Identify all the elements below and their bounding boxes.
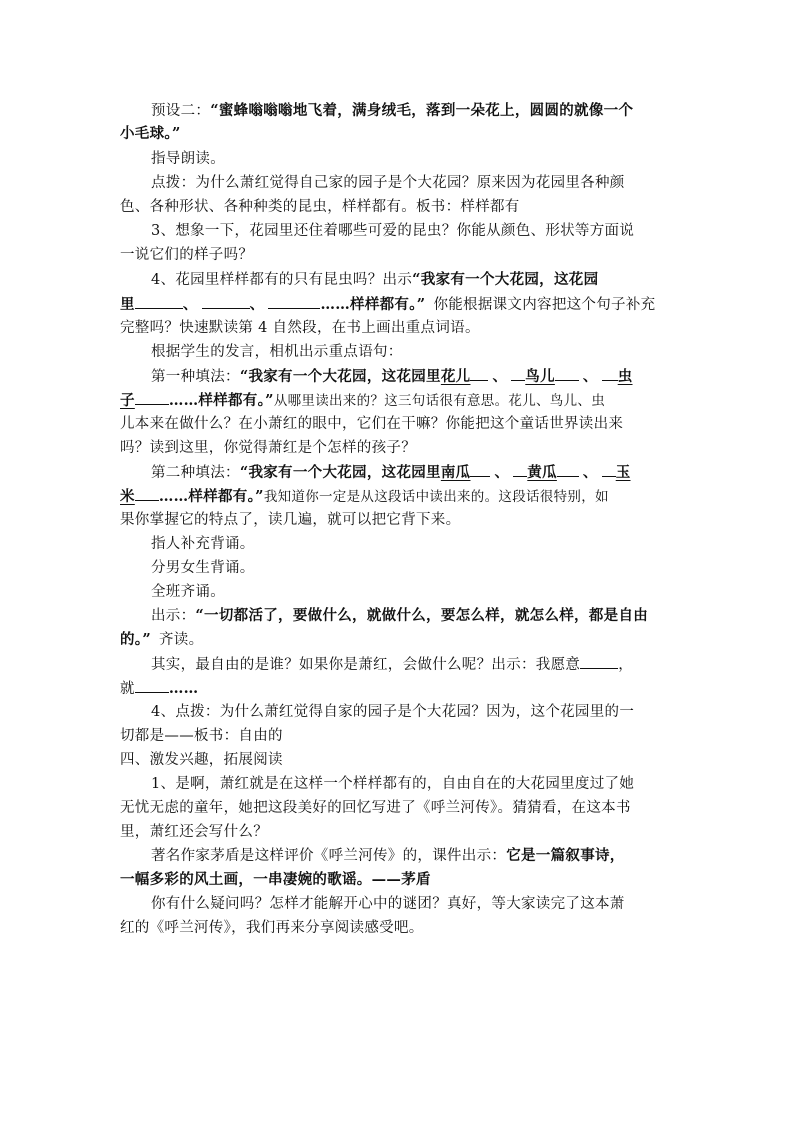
paragraph-line: 根据学生的发言，相机出示重点语句： <box>151 344 403 360</box>
paragraph-line: 分男女生背诵。 <box>151 560 255 576</box>
paragraph-line: 色、各种形状、各种种类的昆虫，样样都有。板书：样样都有 <box>120 199 520 215</box>
paragraph-line: 完整吗？快速默读第 4 自然段，在书上画出重点词语。 <box>120 320 480 336</box>
paragraph-line: 就 …… <box>120 680 199 697</box>
paragraph-line: 一幅多彩的风土画，一串凄婉的歌谣。——茅盾 <box>120 871 431 888</box>
paragraph-line: 点拨：为什么萧红觉得自己家的园子是个大花园？原来因为花园里各种颜 <box>151 175 625 191</box>
fill-blank <box>470 366 488 381</box>
fill-blank <box>135 678 169 693</box>
paragraph-line: 子 ……样样都有。”从哪里读出来的？这三句话很有意思。花儿、鸟儿、虫 <box>120 392 606 409</box>
paragraph-line: 切都是——板书：自由的 <box>120 728 283 744</box>
fill-blank <box>602 462 616 477</box>
paragraph-line: 4、花园里样样都有的只有昆虫吗？出示“我家有一个大花园，这花园 <box>151 271 599 288</box>
fill-blank <box>202 294 250 309</box>
paragraph-line: 里，萧红还会写什么？ <box>120 824 268 840</box>
section-heading: 四、激发兴趣，拓展阅读 <box>120 752 283 768</box>
fill-blank <box>555 366 579 381</box>
paragraph-line: 全班齐诵。 <box>151 584 225 600</box>
paragraph-line: 指人补充背诵。 <box>151 536 255 552</box>
paragraph-line: 出示：“一切都活了，要做什么，就做什么，要怎么样，就怎么样，都是自由 <box>151 607 649 624</box>
fill-blank <box>135 486 159 501</box>
paragraph-line: 4、点拨：为什么萧红觉得自家的园子是个大花园？因为，这个花园里的一 <box>151 704 635 720</box>
paragraph-line: 吗？读到这里，你觉得萧红是个怎样的孩子？ <box>120 440 416 456</box>
fill-blank <box>135 294 183 309</box>
paragraph-line: 米 ……样样都有。”我知道你一定是从这段话中读出来的。这段话很特别，如 <box>120 488 609 505</box>
fill-blank <box>135 390 169 405</box>
fill-blank <box>268 294 320 309</box>
paragraph-line: 你有什么疑问吗？怎样才能解开心中的谜团？真好，等大家读完了这本萧 <box>151 896 625 912</box>
paragraph-line: 第一种填法：“我家有一个大花园，这花园里花儿 、 鸟儿 、 虫 <box>151 368 633 385</box>
fill-blank <box>557 462 579 477</box>
paragraph-line: 红的《呼兰河传》，我们再来分享阅读感受吧。 <box>120 920 424 936</box>
paragraph-line: 里 、 、 ……样样都有。” 你能根据课文内容把这个句子补充 <box>120 296 656 313</box>
paragraph-line: 的。” 齐读。 <box>120 631 204 648</box>
paragraph-line: 预设二：“蜜蜂嗡嗡嗡地飞着，满身绒毛，落到一朵花上，圆圆的就像一个 <box>151 102 634 119</box>
paragraph-line: 著名作家茅盾是这样评价《呼兰河传》的，课件出示：它是一篇叙事诗， <box>151 847 625 864</box>
paragraph-line: 无忧无虑的童年，她把这段美好的回忆写进了《呼兰河传》。猜猜看，在这本书 <box>120 800 631 816</box>
paragraph-line: 果你掌握它的特点了，读几遍，就可以把它背下来。 <box>120 512 461 528</box>
fill-blank <box>602 366 618 381</box>
paragraph-line: 指导朗读。 <box>151 151 225 167</box>
paragraph-line: 其实，最自由的是谁？如果你是萧红，会做什么呢？出示：我愿意 ， <box>151 654 633 675</box>
fill-blank <box>580 654 618 669</box>
fill-blank <box>470 462 490 477</box>
fill-blank <box>511 366 525 381</box>
paragraph-line: 儿本来在做什么？在小萧红的眼中，它们在干嘛？你能把这个童话世界读出来 <box>120 416 624 432</box>
fill-blank <box>513 462 527 477</box>
paragraph-line: 1、是啊，萧红就是在这样一个样样都有的，自由自在的大花园里度过了她 <box>151 776 635 792</box>
paragraph-line: 一说它们的样子吗？ <box>120 247 254 263</box>
paragraph-line: 3、想象一下，花园里还住着哪些可爱的昆虫？你能从颜色、形状等方面说 <box>151 223 635 239</box>
paragraph-line: 小毛球。” <box>120 125 181 142</box>
paragraph-line: 第二种填法：“我家有一个大花园，这花园里南瓜 、 黄瓜 、 玉 <box>151 464 631 481</box>
